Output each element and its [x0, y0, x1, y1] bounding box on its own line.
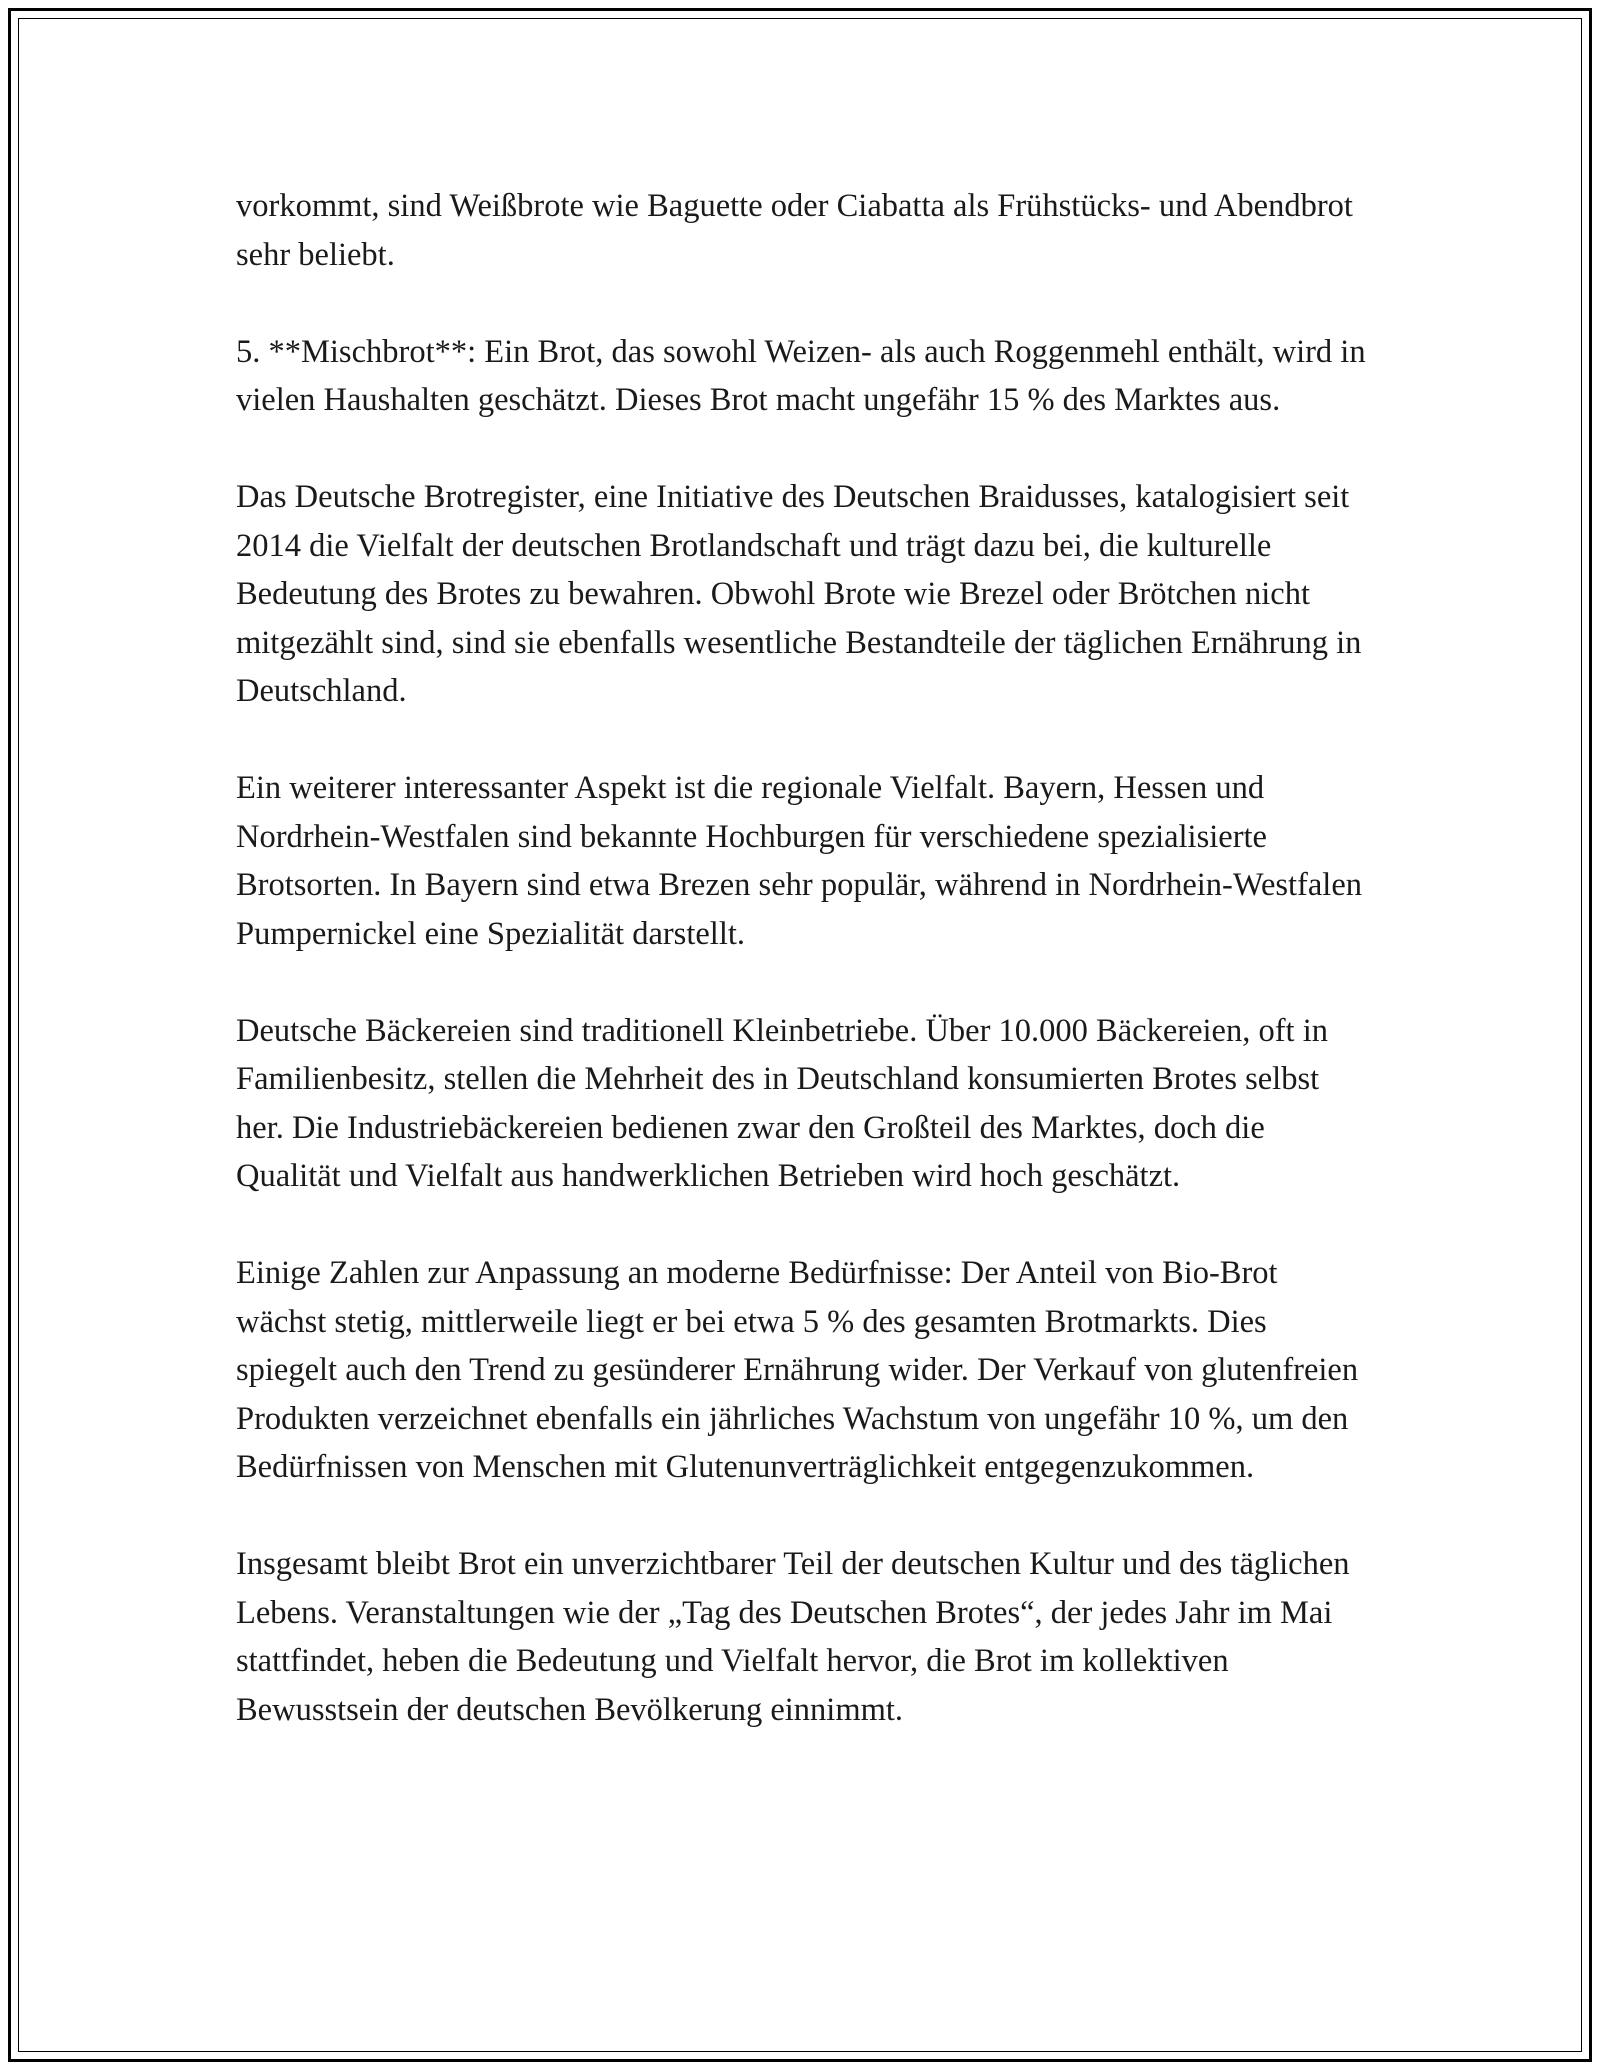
- paragraph-regional-diversity: Ein weiterer interessanter Aspekt ist die regionale Vielfalt. Bayern, Hessen und Nordrhein-Westfalen sind bekannte Hochburgen für verschiedene spezialisierte Brotsorten. In Bayern sind etwa Brezen sehr populär, während in Nordrhein-Westfalen Pumpernickel eine Spezialität darstellt.: [236, 770, 1362, 952]
- paragraph-mischbrot: 5. **Mischbrot**: Ein Brot, das sowohl Weizen- als auch Roggenmehl enthält, wird in vielen Haushalten geschätzt. Dieses Brot macht ungefähr 15 % des Marktes aus.: [236, 333, 1366, 418]
- paragraph-modern-needs: Einige Zahlen zur Anpassung an moderne Bedürfnisse: Der Anteil von Bio-Brot wächst stetig, mittlerweile liegt er bei etwa 5 % des gesamten Brotmarkts. Dies spiegelt auch den Trend zu gesünderer Ernährung wider. Der Verkauf von glutenfreien Produkten verzeichnet ebenfalls ein jährliches Wachstum von ungefähr 10 %, um den Bedürfnissen von Menschen mit Glutenunverträglichkeit entgegenzukommen.: [236, 1255, 1359, 1485]
- paragraph-brotregister: Das Deutsche Brotregister, eine Initiative des Deutschen Braidusses, katalogisiert seit 2014 die Vielfalt der deutschen Brotlandschaft und trägt dazu bei, die kulturelle Bedeutung des Brotes zu bewahren. Obwohl Brote wie Brezel oder Brötchen nicht mitgezählt sind, sind sie ebenfalls wesentliche Bestandteile der täglichen Ernährung in Deutschland.: [236, 479, 1362, 709]
- paragraph-bakeries: Deutsche Bäckereien sind traditionell Kleinbetriebe. Über 10.000 Bäckereien, oft in Familienbesitz, stellen die Mehrheit des in Deutschland konsumierten Brotes selbst her. Die Industriebäckereien bedienen zwar den Großteil des Marktes, doch die Qualität und Vielfalt aus handwerklichen Betrieben wird hoch geschätzt.: [236, 1012, 1328, 1194]
- paragraph-continuation: vorkommt, sind Weißbrote wie Baguette oder Ciabatta als Frühstücks- und Abendbrot sehr beliebt.: [236, 188, 1353, 273]
- paragraph-conclusion: Insgesamt bleibt Brot ein unverzichtbarer Teil der deutschen Kultur und des täglichen Lebens. Veranstaltungen wie der „Tag des Deutschen Brotes“, der jedes Jahr im Mai stattfindet, heben die Bedeutung und Vielfalt hervor, die Brot im kollektiven Bewusstsein der deutschen Bevölkerung einnimmt.: [236, 1546, 1350, 1728]
- document-body: [236, 182, 1366, 1734]
